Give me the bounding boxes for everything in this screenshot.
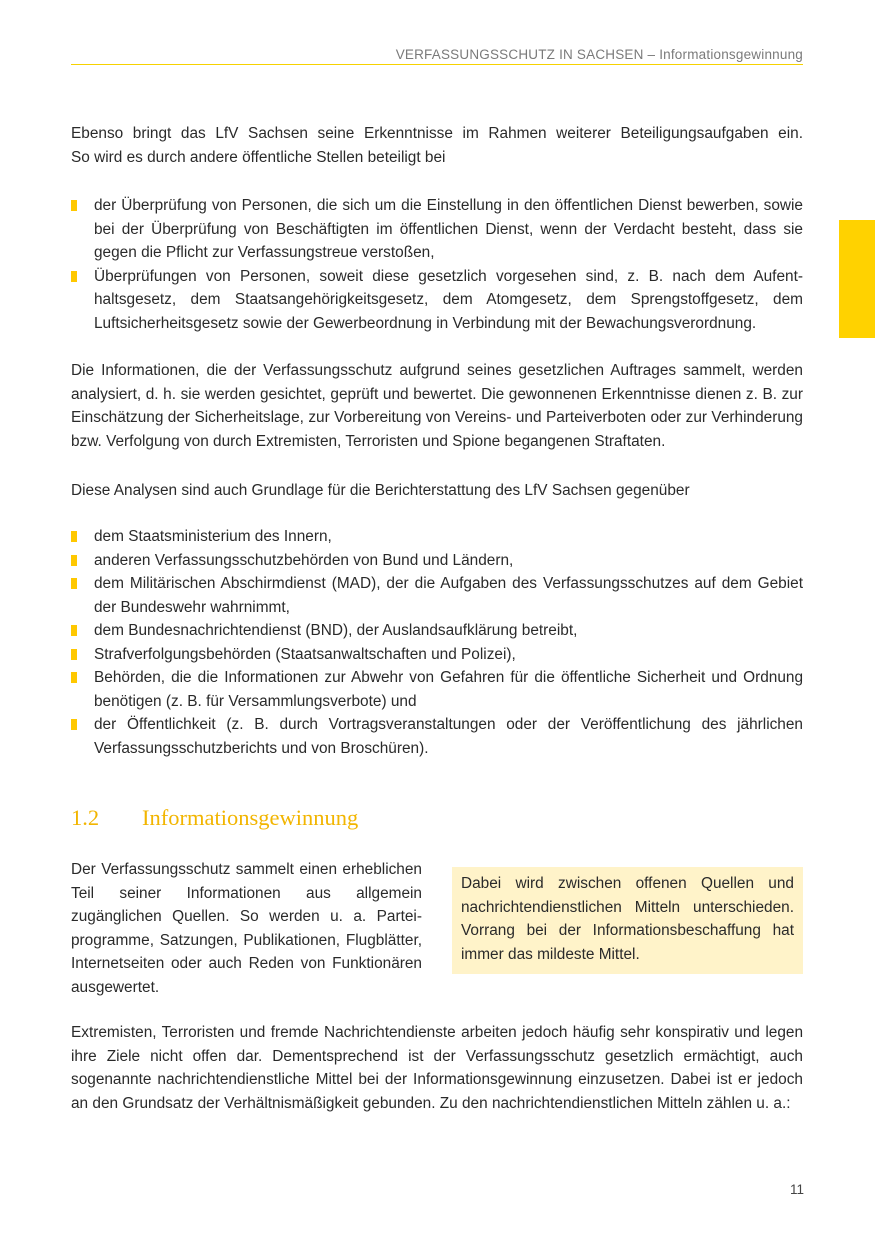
sources-paragraph: Der Verfassungsschutz sammelt einen erheblichen Teil seiner Informationen aus allgemein zugänglichen Quellen. So werden u. a. Parteiprogramme, Satzungen, Publikationen, Flugblätter, Internetseiten oder auch Reden von Funktionären ausgewertet. [71, 861, 422, 996]
reporting-recipients-list [71, 525, 803, 760]
list-item: Überprüfungen von Personen, soweit diese gesetzlich vorgesehen sind, z. B. nach dem Aufenthaltsgesetz, dem Staatsangehörigkeitsgesetz, dem Atomgesetz, dem Sprengstoffgesetz, dem Luftsicherheitsgesetz sowie der Gewerbeordnung in Verbindung mit der Bewachungsverordnung. [71, 265, 803, 336]
square-bullet-icon [71, 578, 77, 589]
intelligence-means-paragraph: Extremisten, Terroristen und fremde Nachrichtendienste arbeiten jedoch häufig sehr konspirativ und legen ihre Ziele nicht offen dar. Dementsprechend ist der Verfassungsschutz gesetzlich ermächtigt, auch sogenannte nachrichtendienstliche Mittel bei der Informationsgewinnung einzusetzen. Dabei ist er jedoch an den Grundsatz der Verhältnismäßigkeit gebunden. Zu den nachrichtendienstlichen Mitteln zählen u. a.: [71, 1024, 803, 1112]
section-heading [71, 803, 358, 833]
square-bullet-icon [71, 672, 77, 683]
intro-paragraph [71, 122, 803, 169]
list-item: Behörden, die die Informationen zur Abwehr von Gefahren für die öffentliche Sicherheit und Ordnung benötigen (z. B. für Versammlungsverbote) und [71, 666, 803, 713]
square-bullet-icon [71, 271, 77, 282]
list-item: dem Militärischen Abschirmdienst (MAD), der die Aufgaben des Verfassungsschutzes auf dem Gebiet der Bundeswehr wahrnimmt, [71, 572, 803, 619]
list-item: Strafverfolgungsbehörden (Staatsanwaltschaften und Polizei), [71, 643, 803, 667]
callout-box: Dabei wird zwischen offenen Quellen und nachrichtendienstlichen Mitteln unterschieden. Vorrang bei der Informationsbeschaffung hat immer das mildeste Mittel. [452, 867, 803, 974]
running-header: VERFASSUNGSSCHUTZ IN SACHSEN – Informationsgewinnung [395, 47, 803, 62]
list-item: anderen Verfassungsschutzbehörden von Bund und Ländern, [71, 549, 803, 573]
section-title: Informationsgewinnung [142, 805, 359, 830]
square-bullet-icon [71, 531, 77, 542]
intro-line-1: Ebenso bringt das LfV Sachsen seine Erkenntnisse im Rahmen weiterer Beteiligungsaufgaben ein. [71, 125, 803, 142]
section-number: 1.2 [71, 805, 100, 830]
intro-line-2: So wird es durch andere öffentliche Stellen beteiligt bei [71, 148, 446, 166]
header-rule [71, 64, 803, 65]
square-bullet-icon [71, 649, 77, 660]
list-item: dem Staatsministerium des Innern, [71, 525, 803, 549]
reporting-intro-paragraph: Diese Analysen sind auch Grundlage für die Berichterstattung des LfV Sachsen gegenüber [71, 482, 690, 499]
page-number: 11 [790, 1182, 805, 1197]
participation-list [71, 194, 803, 335]
square-bullet-icon [71, 625, 77, 636]
analysis-paragraph: Die Informationen, die der Verfassungsschutz aufgrund seines gesetzlichen Auftrages sammelt, werden analysiert, d. h. sie werden gesichtet, geprüft und bewertet. Die gewonnenen Erkenntnisse dienen z. B. zur Einschätzung der Sicherheitslage, zur Vorbereitung von Vereins- und Parteiverboten oder zur Verhinderung bzw. Verfolgung von durch Extremisten, Terroristen und Spione begangenen Straftaten. [71, 362, 803, 450]
list-item: der Öffentlichkeit (z. B. durch Vortragsveranstaltungen oder der Veröffentlichung des jährlichen Verfassungsschutzberichts und von Broschüren). [71, 713, 803, 760]
list-item: dem Bundesnachrichtendienst (BND), der Auslandsaufklärung betreibt, [71, 619, 803, 643]
square-bullet-icon [71, 719, 77, 730]
list-item: der Überprüfung von Personen, die sich um die Einstellung in den öffentlichen Dienst bewerben, sowie bei der Überprüfung von Beschäftigten im öffentlichen Dienst, wenn der Verdacht besteht, dass sie gegen die Pflicht zur Verfassungstreue verstoßen, [71, 194, 803, 265]
square-bullet-icon [71, 555, 77, 566]
chapter-tab-marker [839, 220, 875, 338]
square-bullet-icon [71, 200, 77, 211]
